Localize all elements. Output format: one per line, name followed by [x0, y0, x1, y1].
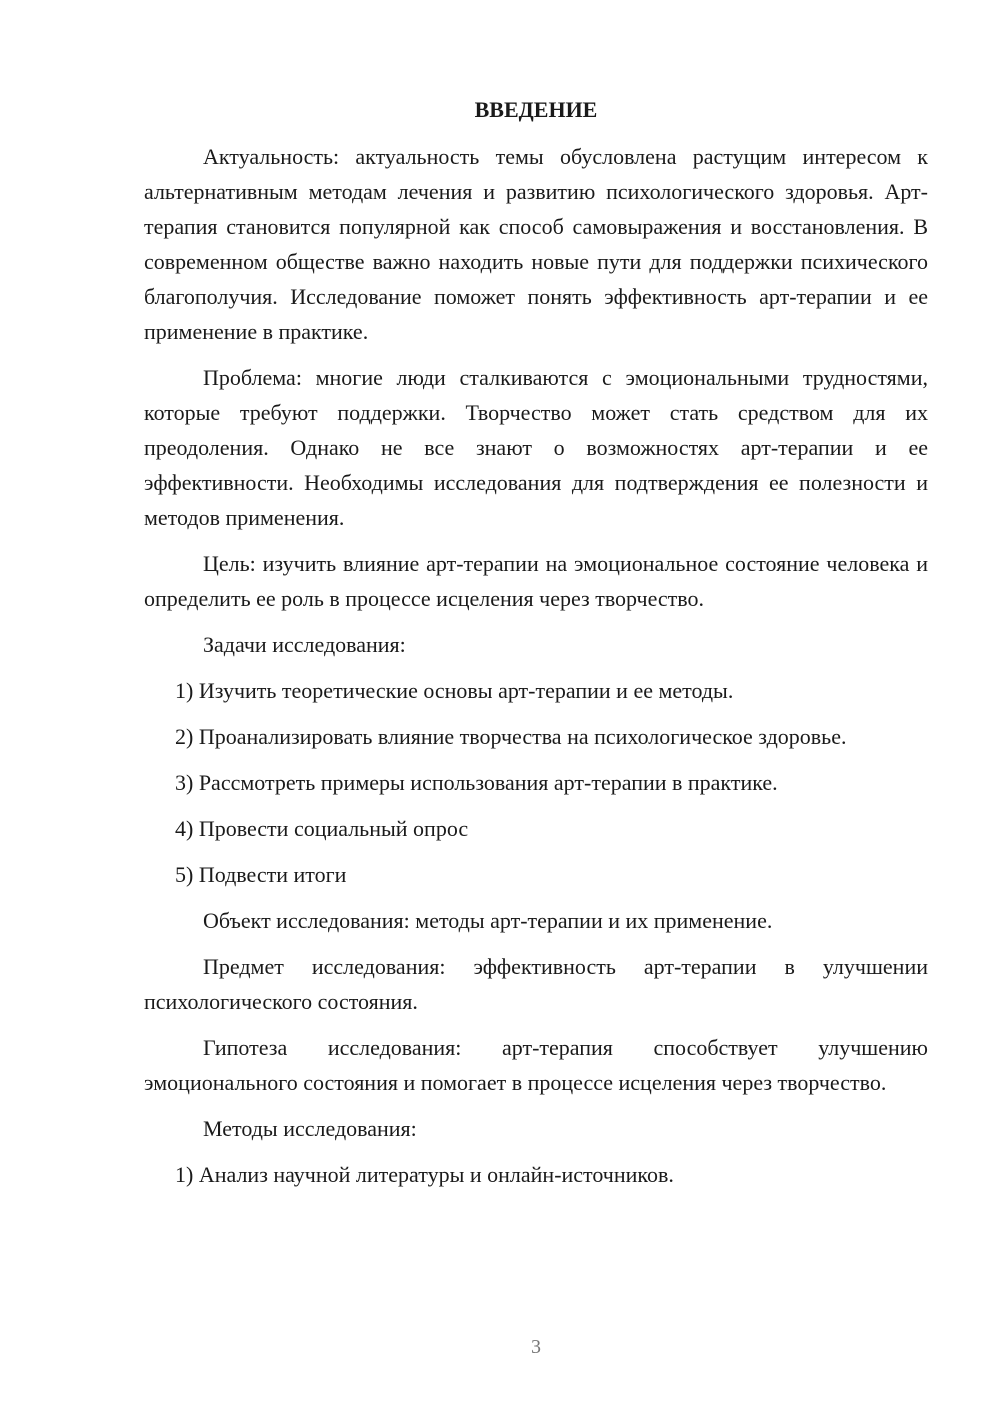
task-item-5: 5) Подвести итоги [175, 862, 347, 887]
page-number: 3 [531, 1336, 541, 1358]
paragraph-problem: Проблема: многие люди сталкиваются с эмоциональными трудностями, которые требуют поддержки. Творчество может стать средством для их преодоления. Однако не все знают о возможностях арт-терапии и ее эффективности. Необходимы исследования для подтверждения ее полезности и методов применения. [144, 365, 928, 530]
paragraph-goal: Цель: изучить влияние арт-терапии на эмоциональное состояние человека и определить ее роль в процессе исцеления через творчество. [144, 551, 928, 611]
page-content [144, 92, 928, 1203]
paragraph-object: Объект исследования: методы арт-терапии и их применение. [203, 908, 773, 933]
task-item-3: 3) Рассмотреть примеры использования арт-терапии в практике. [175, 770, 778, 795]
paragraph-tasks-heading: Задачи исследования: [203, 632, 406, 657]
paragraph-relevance: Актуальность: актуальность темы обусловлена растущим интересом к альтернативным методам лечения и развитию психологического здоровья. Арт-терапия становится популярной как способ самовыражения и восстановления. В современном обществе важно находить новые пути для поддержки психического благополучия. Исследование поможет понять эффективность арт-терапии и ее применение в практике. [144, 144, 928, 344]
paragraph-methods-heading: Методы исследования: [203, 1116, 417, 1141]
method-item-1: 1) Анализ научной литературы и онлайн-источников. [175, 1162, 674, 1187]
paragraph-subject: Предмет исследования: эффективность арт-терапии в улучшении психологического состояния. [144, 954, 928, 1014]
paragraph-hypothesis: Гипотеза исследования: арт-терапия способствует улучшению эмоционального состояния и помогает в процессе исцеления через творчество. [144, 1035, 928, 1095]
task-item-2: 2) Проанализировать влияние творчества на психологическое здоровье. [175, 724, 847, 749]
task-item-4: 4) Провести социальный опрос [175, 816, 469, 841]
task-item-1: 1) Изучить теоретические основы арт-терапии и ее методы. [175, 678, 734, 703]
section-title: ВВЕДЕНИЕ [474, 97, 598, 122]
